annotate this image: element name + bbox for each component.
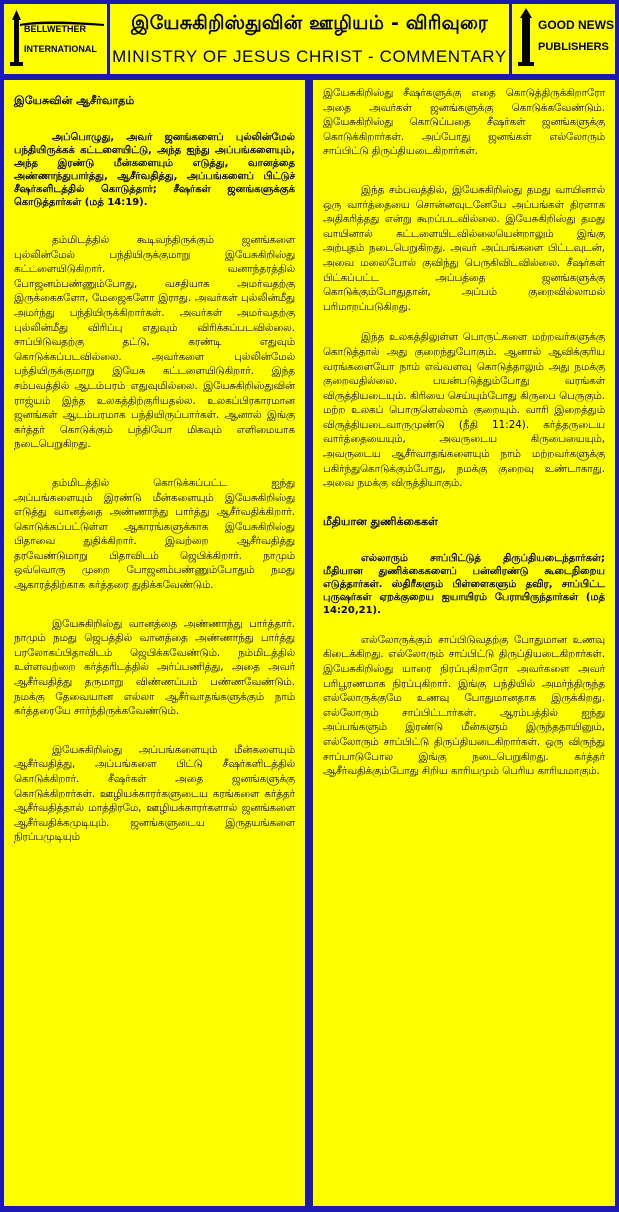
page-title-english: MINISTRY OF JESUS CHRIST - COMMENTARY: [112, 47, 507, 66]
commentary-paragraph: இயேசுகிறிஸ்து வானத்தை அண்ணாந்து பார்த்தார். நாமும் நமது ஜெபத்தில் வானத்தை அண்ணாந்து பார்த்து பரலோகப்பிதாவிடம் ஜெபிக்கவேண்டும். நம்மிடத்தில் உள்ளவற்றை கர்த்தரிடத்தில் அர்ப்பணித்து, அதை அவர் ஆசீர்வதித்து தருமாறு விண்ணப்பம் பண்ணவேண்டும். நமக்கு தேவையான எல்லா ஆசீர்வாதங்களுக்கும் நாம் கர்த்தரையே சார்ந்திருக்கவேண்டும்.: [14, 617, 295, 718]
page-title-tamil: இயேசுகிறிஸ்துவின் ஊழியம் - விரிவுரை: [131, 12, 488, 34]
section-heading-leftovers: மீதியான துணிக்கைகள்: [323, 514, 438, 528]
left-logo-line1: BELLWETHER: [24, 24, 86, 34]
right-logo-line1: GOOD NEWS: [538, 18, 615, 32]
left-column: [4, 80, 305, 1206]
commentary-paragraph: எல்லோருக்கும் சாப்பிடுவதற்கு போதுமான உணவு கிடைக்கிறது. எல்லோரும் சாப்பிட்டு திருப்தியடைகிறார்கள். இயேசுகிறிஸ்து யாரை நிரப்புகிறாரோ அவர்களை அவர் பரிபூரணமாக நிரப்புகிறார். இங்கு பந்தியில் அமர்ந்திருந்த எல்லோருக்குமே உணவு போதுமானதாக இருக்கிறது. எல்லோரும் சாப்பிட்டார்கள். ஆரம்பத்தில் ஐந்து அப்பங்களும் இரண்டு மீன்களும் இருந்ததாயினும், எல்லோரும் சாப்பிட்டு திருப்தியடைகிறார்கள். ஒரு விருந்து சாப்பாடுபோல இங்கு நடைபெறுகிறது. கர்த்தர் ஆசீர்வதிக்கும்போது சிறிய காரியமும் பெரிய காரியமாகும்.: [323, 633, 605, 778]
commentary-paragraph: இந்த சம்பவத்தில், இயேசுகிறிஸ்து தமது வாயினால் ஒரு வார்த்தையை சொன்னவுடனேயே அப்பங்கள் திரளாக அதிகரித்தது என்று கூறப்படவில்லை. இயேசுகிறிஸ்து தமது வாயினால் கட்டளையிடவில்லையென்றாலும் இங்கு அற்புதம் நடைபெறுகிறது. அவர் அப்பங்களை பிட்டவுடன், அவை மலைபோல் குவிந்து பெருகிவிடவில்லை. சீஷர்கள் பிட்கப்பட்ட அப்பத்தை ஜனங்களுக்கு கொடுக்கும்போதுதான், அப்பம் குறைவில்லாமல் பரிமாறப்படுகிறது.: [323, 183, 605, 313]
bell-tower-icon: [4, 4, 107, 74]
commentary-paragraph: இயேசுகிறிஸ்து சீஷர்களுக்கு எதை கொடுத்திருக்கிறாரோ அதை அவர்கள் ஜனங்களுக்கு கொடுக்கவேண்டும். இயேசுகிறிஸ்து கொடுப்பதை சீஷர்கள் ஜனங்களுக்கு கொடுக்கிறார்கள். அப்போது ஜனங்கள் எல்லோரும் சாப்பிட்டு திருப்தியடைகிறார்கள்.: [323, 87, 605, 158]
commentary-paragraph: இயேசுகிறிஸ்து அப்பங்களையும் மீன்களையும் ஆசீர்வதித்து, அப்பங்களை பிட்டு சீஷர்களிடத்தில் கொடுக்கிறார். சீஷர்கள் அதை ஜனங்களுக்கு கொடுக்கிறார்கள். ஊழியக்காரர்களுடைய கரங்களை கர்த்தர் ஆசீர்வதித்தால் மாத்திரமே, ஊழியக்காரர்களால் ஜனங்களை ஆசீர்வதிக்கமுடியும். ஜனங்களுடைய இருதயங்களை நிரப்பமுடியும்: [14, 743, 295, 844]
commentary-paragraph: தம்மிடத்தில் கூடிவந்திருக்கும் ஜனங்களை புல்லின்மேல் பந்தியிருக்குமாறு இயேசுகிறிஸ்து கட்டளையிடுகிறார். வனாந்தரத்தில் போஜனம்பண்ணும்போது, வசதியாக அமர்வதற்கு இருக்கைகளோ, மேஜைகளோ இராது. அவர்கள் புல்லின்மீது அமர்ந்து பந்தியிருக்கிறார்கள். அவர்கள் அமர்வதற்கு புல்லின்மீது விரிப்பு எதுவும் விரிக்கப்படவில்லை. சாப்பிடுவதற்கு தட்டு, கரண்டி எதுவும் கொடுக்கப்படவில்லை. அவர்களை புல்லின்மேல் பந்தியிருக்குமாறு இயேசு கட்டளையிடுகிறார். இந்த சம்பவத்தில் ஆடம்பரம் எதுவுமில்லை. இயேசுகிறிஸ்துவின் ராஜ்யம் இந்த உலகத்திற்குரியதல்ல. உலகப்பிரகாரமான ஜனங்கள் ஆடம்பரமாக பந்தியிருப்பார்கள். ஆனால் இங்கு கர்த்தர் கொடுக்கும் பந்தியோ மிகவும் எளிமையாக நடைபெறுகிறது.: [14, 234, 295, 451]
section-heading-blessing: இயேசுவின் ஆசீர்வாதம்: [14, 94, 135, 107]
bellwether-logo: [4, 4, 107, 74]
commentary-paragraph: இந்த உலகத்திலுள்ள பொருட்களை மற்றவர்களுக்கு கொடுத்தால் அது குறைந்துபோகும். ஆனால் ஆவிக்குரிய வரங்களையோ நாம் எவ்வளவு கொடுத்தாலும் அது நமக்கு குறைவதில்லை. பயன்படுத்தும்போது வரங்கள் விருத்தியடையும். கிரியை செய்யும்போது கிருபை பெருகும். மற்ற உலகப் பொருளெல்லாம் குறையும். வாரி இறைத்தும் விருத்தியடைவாருமுண்டு (நீதி 11:24). கர்த்தருடைய வார்த்தையையும், அவருடைய கிருபையையும், அவருடைய ஆசீர்வாதங்களையும் நாம் மற்றவர்களுக்கு பகிர்ந்துகொடுக்கும்போது, நமக்கு குறைவு உண்டாகாது. அவை நமக்கு விருத்தியாகும்.: [323, 331, 605, 490]
commentary-paragraph: தம்மிடத்தில் கொடுக்கப்பட்ட ஐந்து அப்பங்களையும் இரண்டு மீன்களையும் இயேசுகிறிஸ்து எடுத்து வானத்தை அண்ணாந்து பார்த்து ஆசீர்வதிக்கிறார். கொடுக்கப்பட்டுள்ள ஆகாரங்களுக்காக இயேசுகிறிஸ்து பிதாவை துதிக்கிறார். இவற்றை ஆசீர்வதித்து தரவேண்டுமாறு பிதாவிடம் ஜெபிக்கிறார். நாமும் ஒவ்வொரு முறை போஜனம்பண்ணும்போதும் நமது ஆகாரத்திற்காக கர்த்தரை துதிக்கவேண்டும்.: [14, 476, 295, 592]
right-column: [313, 80, 615, 1206]
left-logo-line2: INTERNATIONAL: [24, 44, 97, 54]
scripture-quote: அப்பொழுது, அவர் ஜனங்களைப் புல்லின்மேல் பந்தியிருக்கக் கட்டளையிட்டு, அந்த ஐந்து அப்பங்களையும், அந்த இரண்டு மீன்களையும் எடுத்து, வானத்தை அண்ணாந்துபார்த்து, ஆசீர்வதித்து, அப்பங்களைப் பிட்டுச் சீஷர்களிடத்தில் கொடுத்தார்; சீஷர்கள் ஜனங்களுக்குக் கொடுத்தார்கள் (மத் 14:19).: [14, 132, 295, 208]
page-header: [0, 0, 619, 78]
scripture-quote: எல்லாரும் சாப்பிட்டுத் திருப்தியடைந்தார்கள்; மீதியான துணிக்கைகளைப் பன்னிரண்டு கூடைநிறைய எடுத்தார்கள். ஸ்திரீகளும் பிள்ளைகளும் தவிர, சாப்பிட்ட புருஷர்கள் ஏறக்குறைய ஐயாயிரம் பேராயிருந்தார்கள் (மத் 14:20,21).: [323, 552, 605, 616]
tower-icon: [512, 4, 615, 74]
title-panel: [110, 4, 509, 74]
right-logo-line2: PUBLISHERS: [538, 41, 609, 53]
good-news-logo: [512, 4, 615, 74]
